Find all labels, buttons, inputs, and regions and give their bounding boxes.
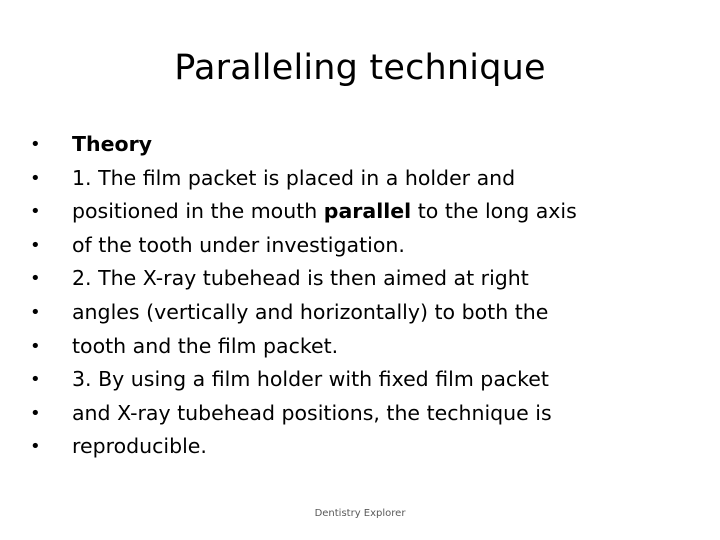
bullet-line-text (72, 128, 152, 162)
text-run: tooth and the film packet. (72, 333, 339, 358)
bullet-line-text (72, 229, 405, 263)
bullet-line-text (72, 397, 552, 431)
bullet-line-text (72, 262, 529, 296)
bullet-line-text (72, 195, 577, 229)
bullet-dot-icon: • (30, 335, 41, 357)
text-run: 3. By using a film holder with fixed film packet (72, 367, 549, 392)
bullet-line (0, 128, 720, 162)
bullet-dot-icon: • (30, 201, 41, 223)
bullet-dot-icon: • (30, 436, 41, 458)
bullet-line-text (72, 430, 207, 464)
bullet-dot-icon: • (30, 134, 41, 155)
bullet-dot-icon: • (30, 369, 41, 391)
bullet-line-text (72, 296, 548, 330)
bullet-dot-icon: • (30, 268, 41, 290)
text-run: angles (vertically and horizontally) to both the (72, 299, 549, 324)
text-run: to the long axis (411, 199, 577, 224)
text-run: 1. The film packet is placed in a holder and (72, 165, 516, 190)
bold-text: Theory (72, 132, 153, 156)
bullet-line (0, 330, 720, 364)
bullet-line (0, 430, 720, 464)
bold-text: parallel (323, 199, 412, 224)
bullet-dot-icon: • (30, 402, 41, 424)
text-run: reproducible. (72, 434, 207, 459)
bullet-line (0, 195, 720, 229)
bullet-list (0, 128, 720, 464)
bullet-line (0, 363, 720, 397)
slide-title: Paralleling technique (174, 48, 546, 88)
bullet-line-text (72, 363, 549, 397)
text-run: positioned in the mouth (72, 199, 324, 224)
bullet-line (0, 229, 720, 263)
bullet-dot-icon: • (30, 167, 41, 189)
text-run: and X-ray tubehead positions, the technique is (72, 400, 552, 425)
bullet-line (0, 262, 720, 296)
bullet-line-text (72, 162, 515, 196)
bullet-dot-icon: • (30, 234, 41, 256)
text-run: 2. The X-ray tubehead is then aimed at right (72, 266, 529, 291)
bullet-line-text (72, 330, 338, 364)
text-run: of the tooth under investigation. (72, 232, 405, 257)
footer-text: Dentistry Explorer (314, 508, 406, 519)
bullet-line (0, 162, 720, 196)
bullet-line (0, 397, 720, 431)
bullet-line (0, 296, 720, 330)
bullet-dot-icon: • (30, 301, 41, 323)
